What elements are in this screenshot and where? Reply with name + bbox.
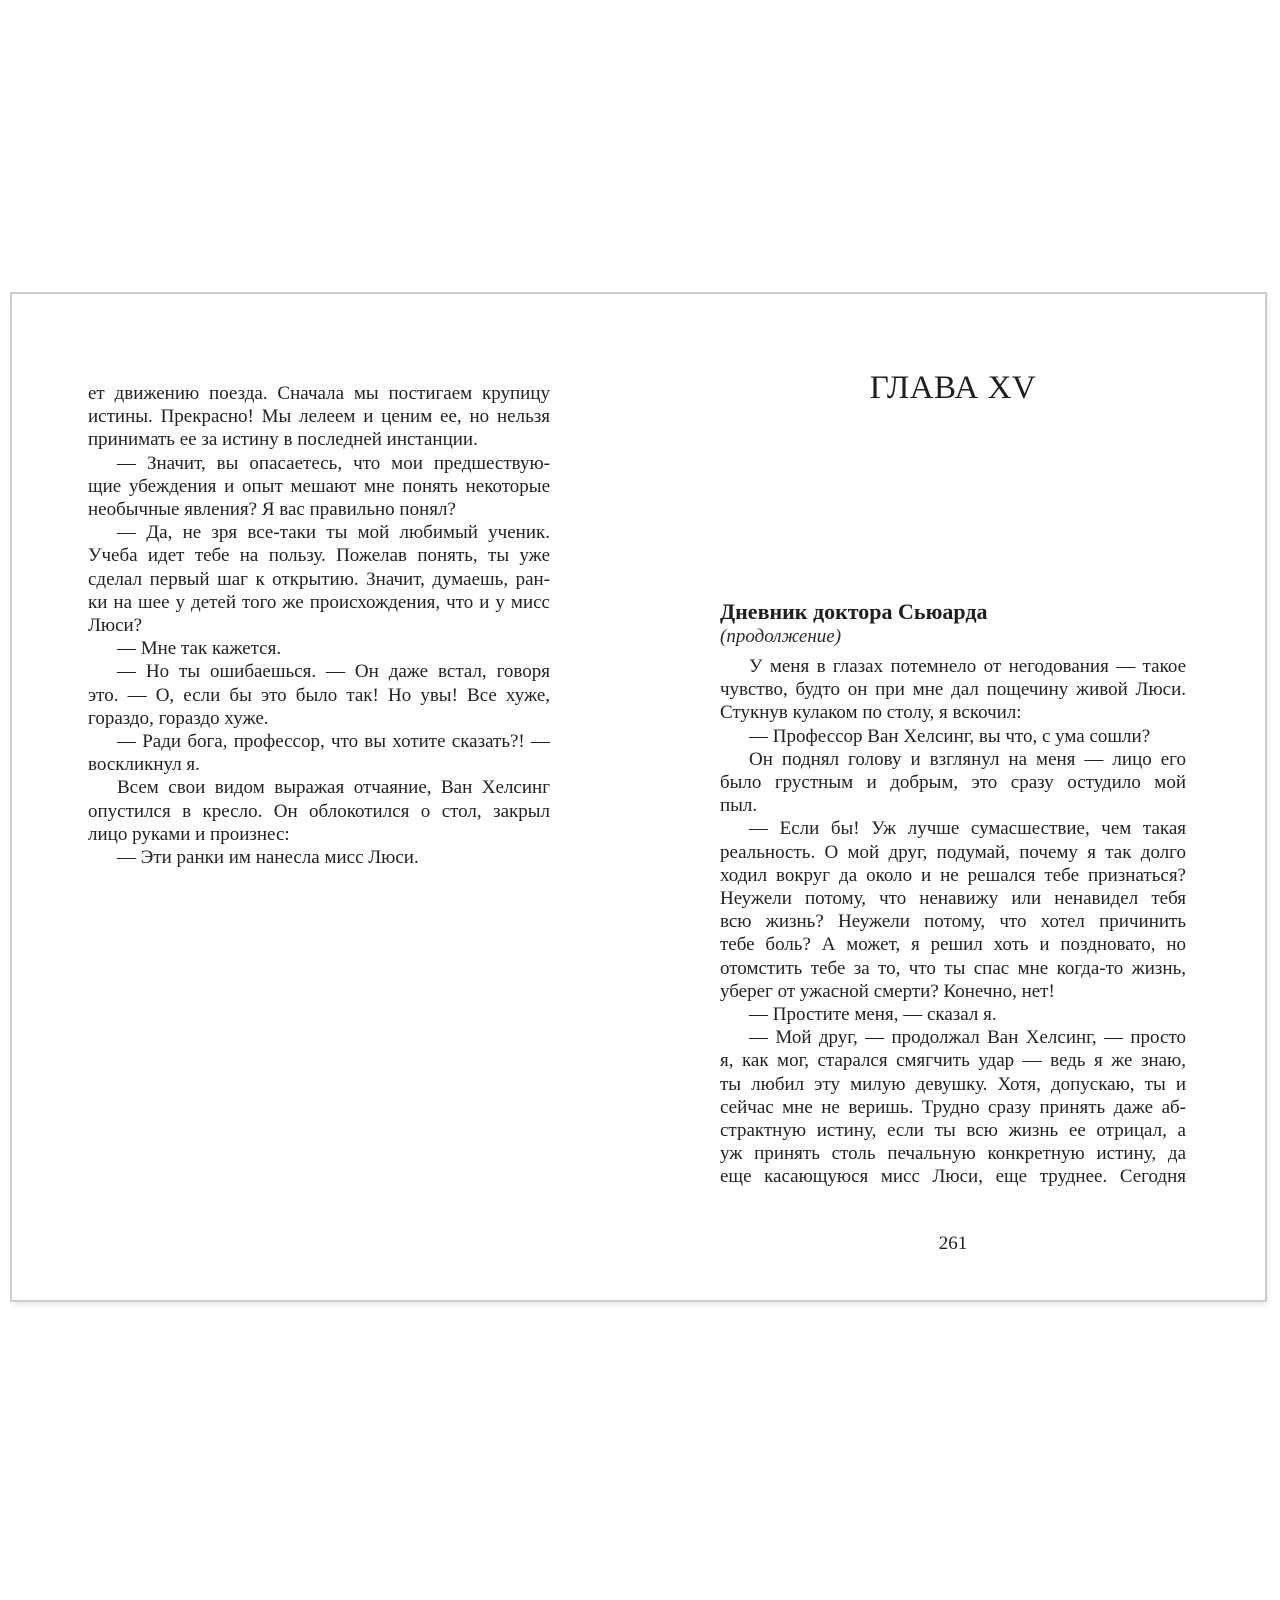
text-line: необычные явления? Я вас правильно понял?	[88, 499, 456, 521]
text-line: — Если бы! Уж лучше сумасшествие, чем такая	[749, 818, 1186, 840]
text-line: — Значит, вы опасаетесь, что мои предшествую-	[117, 452, 550, 474]
left-page-text	[88, 382, 550, 869]
section-title: Дневник доктора Сьюарда	[720, 599, 988, 624]
text-line: — Простите меня, — сказал я.	[749, 1004, 997, 1026]
text-line: Всем свои видом выражая отчаяние, Ван Хелсинг	[117, 777, 550, 799]
text-line: пыл.	[720, 795, 758, 817]
text-line: ет движению поезда. Сначала мы постигаем крупицу	[88, 383, 550, 404]
book-spread-page	[10, 292, 1267, 1302]
text-line: — Мне так кажется.	[117, 638, 282, 660]
text-line: — Профессор Ван Хелсинг, вы что, с ума сошли?	[749, 725, 1151, 747]
text-line: — Но ты ошибаешься. — Он даже встал, говоря	[117, 661, 550, 683]
text-line: — Эти ранки им нанесла мисс Люси.	[117, 847, 419, 869]
text-line: щие убеждения и опыт мешают мне понять некоторые	[88, 475, 550, 497]
text-line: Неужели потому, что ненавижу или ненавидел тебя	[720, 888, 1186, 910]
text-line: опустился в кресло. Он облокотился о стол, закрыл	[88, 800, 550, 822]
text-line: реальность. О мой друг, подумай, почему я так долго	[720, 841, 1186, 863]
text-line: ты любил эту милую девушку. Хотя, допускаю, ты и	[720, 1073, 1186, 1095]
text-line: Учеба идет тебе на пользу. Пожелав понять, ты уже	[88, 545, 550, 567]
text-line: гораздо, гораздо хуже.	[88, 707, 269, 729]
text-line: — Ради бога, профессор, что вы хотите сказать?! —	[117, 731, 550, 753]
text-line: ки на шее у детей того же происхождения, что и у мисс	[88, 591, 550, 613]
text-line: уберег от ужасной смерти? Конечно, нет!	[720, 980, 1055, 1002]
section-subtitle: (продолжение)	[720, 626, 842, 647]
chapter-title: ГЛАВА XV	[869, 370, 1037, 406]
text-line: страктную истину, если ты всю жизнь ее отрицал, а	[720, 1120, 1186, 1142]
text-line: сделал первый шаг к открытию. Значит, думаешь, ран-	[88, 568, 550, 590]
text-line: это. — О, если бы это было так! Но увы! Все хуже,	[88, 684, 550, 706]
text-line: Люси?	[88, 615, 143, 637]
text-line: — Да, не зря все-таки ты мой любимый ученик.	[117, 522, 550, 544]
text-line: ходил вокруг да около и не решался тебе признаться?	[720, 864, 1186, 886]
text-line: — Мой друг, — продолжал Ван Хелсинг, — просто	[749, 1027, 1186, 1049]
text-line: У меня в глазах потемнело от негодования — такое	[749, 656, 1186, 677]
page-number: 261	[938, 1233, 968, 1254]
text-line: чувство, будто он при мне дал пощечину живой Люси.	[720, 679, 1186, 701]
text-line: я, как мог, старался смягчить удар — ведь я же знаю,	[720, 1050, 1186, 1072]
text-line: сейчас мне не веришь. Трудно сразу принять даже аб-	[720, 1096, 1186, 1118]
text-line: тебе боль? А может, я решил хоть и поздновато, но	[720, 934, 1186, 956]
text-line: истины. Прекрасно! Мы лелеем и ценим ее, но нельзя	[88, 406, 550, 428]
text-line: еще касающуюся мисс Люси, еще труднее. Сегодня	[720, 1166, 1186, 1188]
text-line: уж принять столь печальную конкретную истину, да	[720, 1143, 1186, 1165]
text-line: лицо руками и произнес:	[88, 823, 290, 845]
text-line: воскликнул я.	[88, 754, 200, 776]
text-line: Он поднял голову и взглянул на меня — лицо его	[749, 748, 1186, 770]
right-page-text	[720, 655, 1186, 1189]
text-line: отомстить тебе за то, что ты спас мне когда-то жизнь,	[720, 957, 1186, 979]
text-line: Стукнув кулаком по столу, я вскочил:	[720, 702, 1022, 724]
text-line: всю жизнь? Неужели потому, что хотел причинить	[720, 911, 1186, 933]
text-line: было грустным и добрым, это сразу остудило мой	[720, 772, 1186, 794]
text-line: принимать ее за истину в последней инстанции.	[88, 429, 478, 451]
